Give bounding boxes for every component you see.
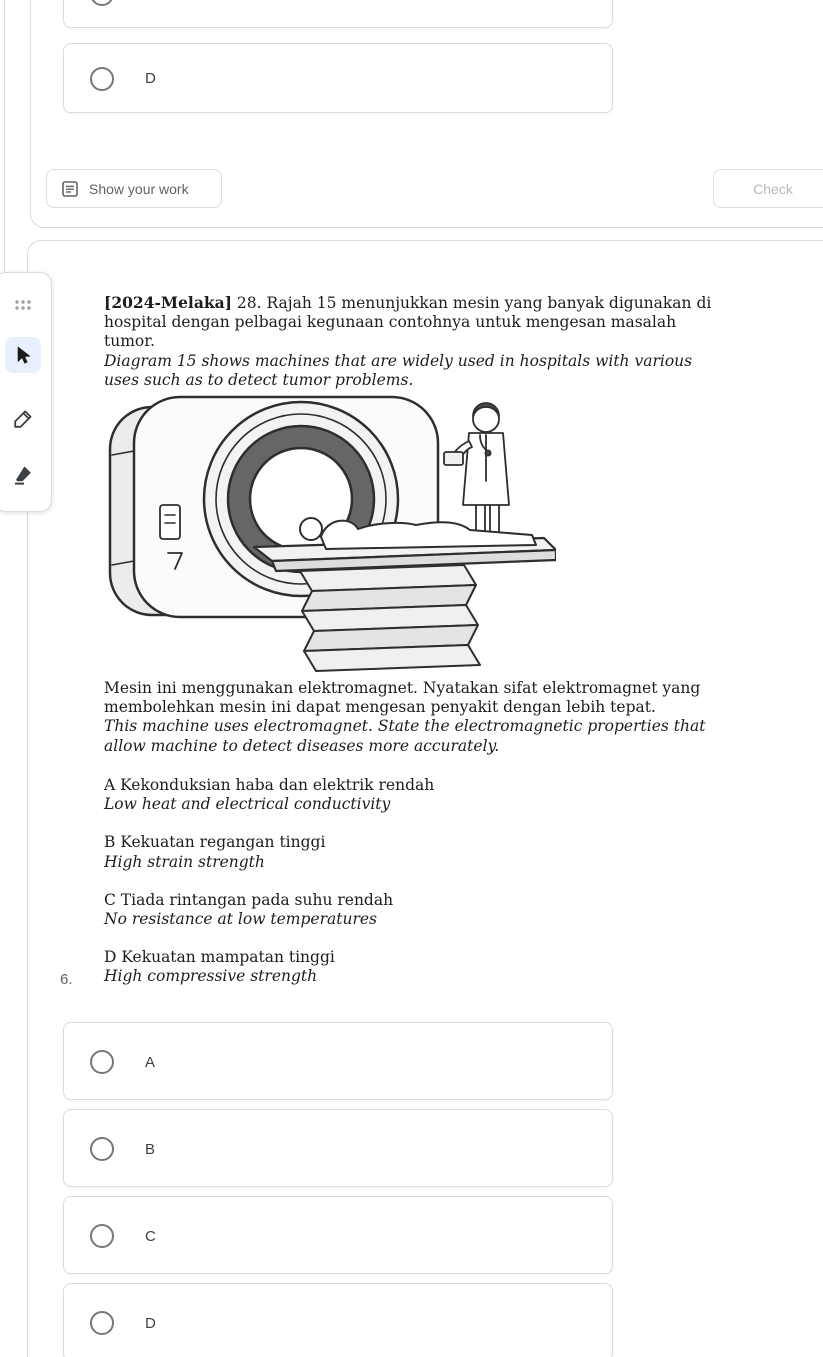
choice-c-malay: C Tiada rintangan pada suhu rendah [104, 890, 394, 909]
pen-tool-button[interactable] [5, 401, 41, 437]
ct-scanner-illustration [104, 389, 556, 677]
show-your-work-button[interactable] [46, 169, 222, 208]
question-body [104, 679, 720, 756]
left-divider [4, 0, 5, 272]
question-prompt-malay [104, 293, 720, 352]
choice-a-malay: A Kekonduksian haba dan elektrik rendah [104, 776, 435, 794]
choice-c [104, 891, 720, 929]
pen-icon [12, 408, 34, 430]
question-figure [104, 389, 556, 677]
choice-c-english: No resistance at low temperatures [104, 910, 377, 929]
answer-label: D [145, 70, 156, 87]
choice-d-english: High compressive strength [104, 967, 318, 986]
question-body-english: This machine uses electromagnet. State the electromagnetic properties that allow machine to detect diseases more accurately. [104, 717, 706, 755]
answer-option-c[interactable] [63, 1196, 613, 1274]
question-prompt [104, 293, 720, 390]
choice-a-english: Low heat and electrical conductivity [104, 795, 391, 814]
highlighter-icon [12, 464, 34, 486]
question-body-malay: Mesin ini menggunakan elektromagnet. Nyatakan sifat elektromagnet yang membolehkan mesin ini dapat mengesan penyakit dengan lebih tepat. [104, 679, 701, 717]
choice-b-malay: B Kekuatan regangan tinggi [104, 833, 326, 852]
show-your-work-label: Show your work [89, 180, 189, 197]
choice-b [104, 833, 720, 871]
cursor-tool-button[interactable] [5, 337, 41, 373]
check-button[interactable] [713, 169, 823, 208]
note-icon [61, 180, 79, 198]
answer-label-d: D [145, 1315, 156, 1332]
annotation-toolbar [0, 272, 52, 512]
answer-option-d-previous[interactable] [63, 43, 613, 113]
choice-d-malay: D Kekuatan mampatan tinggi [104, 948, 335, 967]
radio-a[interactable] [90, 1050, 114, 1074]
question-prompt-malay-text: 28. Rajah 15 menunjukkan mesin yang banyak digunakan di hospital dengan pelbagai kegunaan contohnya untuk mengesan masalah tumor. [104, 294, 712, 351]
check-label: Check [753, 180, 793, 197]
choice-a [104, 776, 720, 814]
answer-label-b: B [145, 1141, 156, 1158]
drag-handle-icon[interactable] [12, 297, 34, 313]
answer-option-partial[interactable] [63, 0, 613, 28]
question-prompt-english: Diagram 15 shows machines that are widely used in hospitals with various uses such as to detect tumor problems. [104, 351, 693, 389]
highlighter-tool-button[interactable] [5, 457, 41, 493]
answer-option-a[interactable] [63, 1022, 613, 1100]
question-source-tag: [2024-Melaka] [104, 293, 232, 312]
choice-d [104, 948, 720, 986]
radio-button[interactable] [90, 67, 114, 91]
radio-d[interactable] [90, 1311, 114, 1335]
answer-label-c: C [145, 1228, 156, 1245]
cursor-icon [13, 345, 33, 365]
answer-option-d[interactable] [63, 1283, 613, 1357]
question-number: 6. [60, 971, 73, 988]
choice-b-english: High strain strength [104, 852, 265, 871]
answer-option-b[interactable] [63, 1109, 613, 1187]
radio-b[interactable] [90, 1137, 114, 1161]
radio-button[interactable] [90, 0, 114, 6]
choice-list [104, 776, 720, 1006]
answer-label-a: A [145, 1054, 156, 1071]
radio-c[interactable] [90, 1224, 114, 1248]
